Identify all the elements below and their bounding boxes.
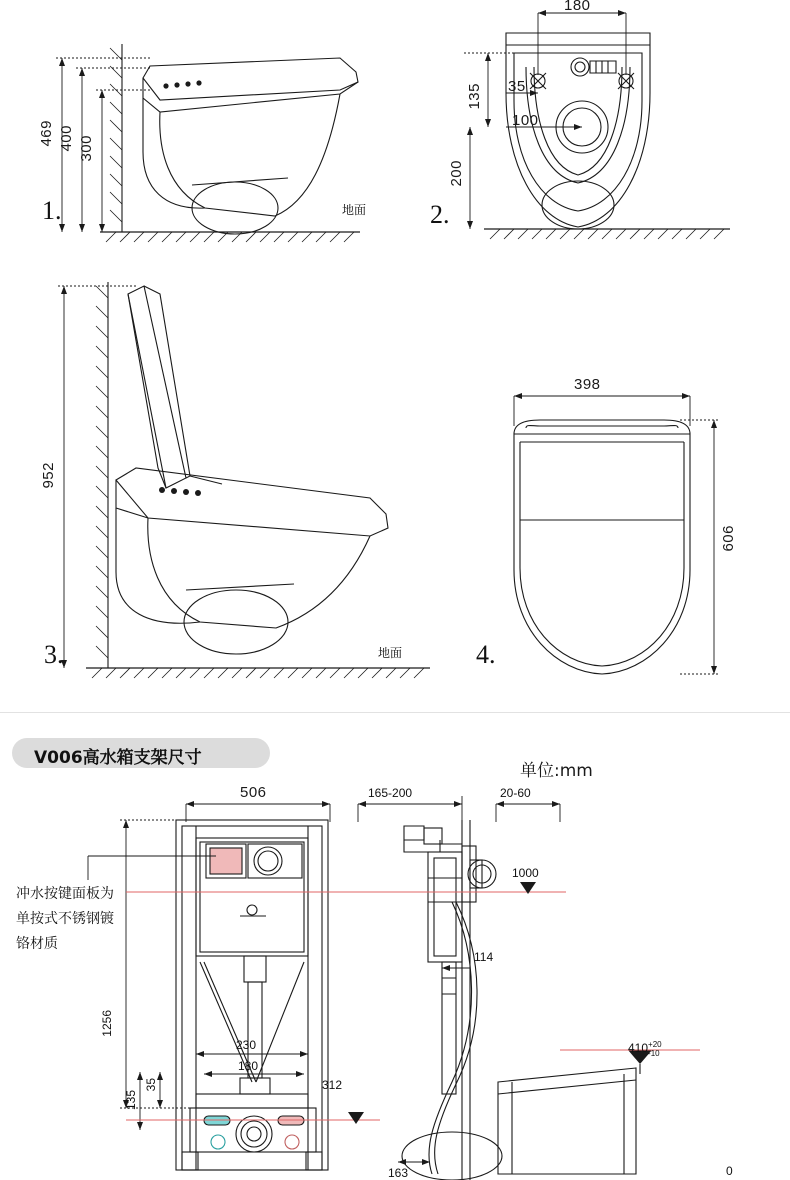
bracket-svg [0, 782, 790, 1180]
dim-469: 469 [38, 120, 55, 147]
figure-3-index: 3. [44, 640, 64, 669]
callout-line-3: 铬材质 [16, 936, 58, 952]
dim-163: 163 [388, 1166, 409, 1180]
callout-line-2: 单按式不锈钢镀 [16, 911, 114, 927]
dim-952: 952 [40, 462, 57, 489]
dim-506: 506 [240, 784, 267, 801]
dim-20-60: 20-60 [500, 786, 531, 800]
figure-4-index: 4. [476, 640, 496, 669]
dim-200: 200 [448, 160, 465, 187]
dim-230: 230 [236, 1038, 257, 1052]
dim-1000: 1000 [512, 866, 539, 880]
figure-4 [480, 376, 770, 690]
dim-398: 398 [574, 376, 601, 393]
dim-410 [628, 1040, 662, 1058]
figure-1 [40, 20, 380, 260]
dim-180-bracket: 180 [238, 1059, 259, 1073]
dim-300: 300 [78, 135, 95, 162]
section-title-bar [12, 738, 270, 768]
figure-3 [40, 272, 440, 692]
dim-410-value: 410 [628, 1041, 649, 1056]
dim-180-top: 180 [564, 0, 591, 14]
figure-2-index: 2. [430, 200, 450, 229]
unit-note: 单位:mm [520, 761, 593, 781]
section-title: V006高水箱支架尺寸 [34, 748, 202, 768]
ground-label-1: 地面 [342, 203, 367, 217]
dim-606: 606 [720, 525, 737, 552]
flush-panel-callout [16, 882, 166, 957]
bracket-drawing [0, 782, 790, 1180]
dim-410-tol-up: +20 [648, 1040, 662, 1049]
dim-135: 135 [466, 83, 483, 110]
dim-114: 114 [474, 950, 494, 964]
section-divider [0, 712, 790, 713]
figure-1-index: 1. [42, 196, 62, 225]
figure-3-svg [40, 272, 440, 692]
dim-0: 0 [726, 1164, 733, 1178]
dim-35: 35 [508, 78, 526, 95]
dim-410-tol-down: -10 [648, 1049, 660, 1058]
dim-1256: 1256 [100, 1010, 114, 1037]
dim-400: 400 [58, 125, 75, 152]
dim-100: 100 [512, 112, 539, 129]
figure-2-svg [430, 5, 760, 260]
figure-2 [430, 0, 760, 260]
ground-label-3: 地面 [378, 646, 403, 660]
dim-35-bracket: 35 [144, 1078, 158, 1092]
dim-135-bracket: 135 [124, 1090, 138, 1111]
dim-312: 312 [322, 1078, 343, 1092]
dim-165-200: 165-200 [368, 786, 413, 800]
callout-line-1: 冲水按键面板为 [16, 886, 114, 902]
